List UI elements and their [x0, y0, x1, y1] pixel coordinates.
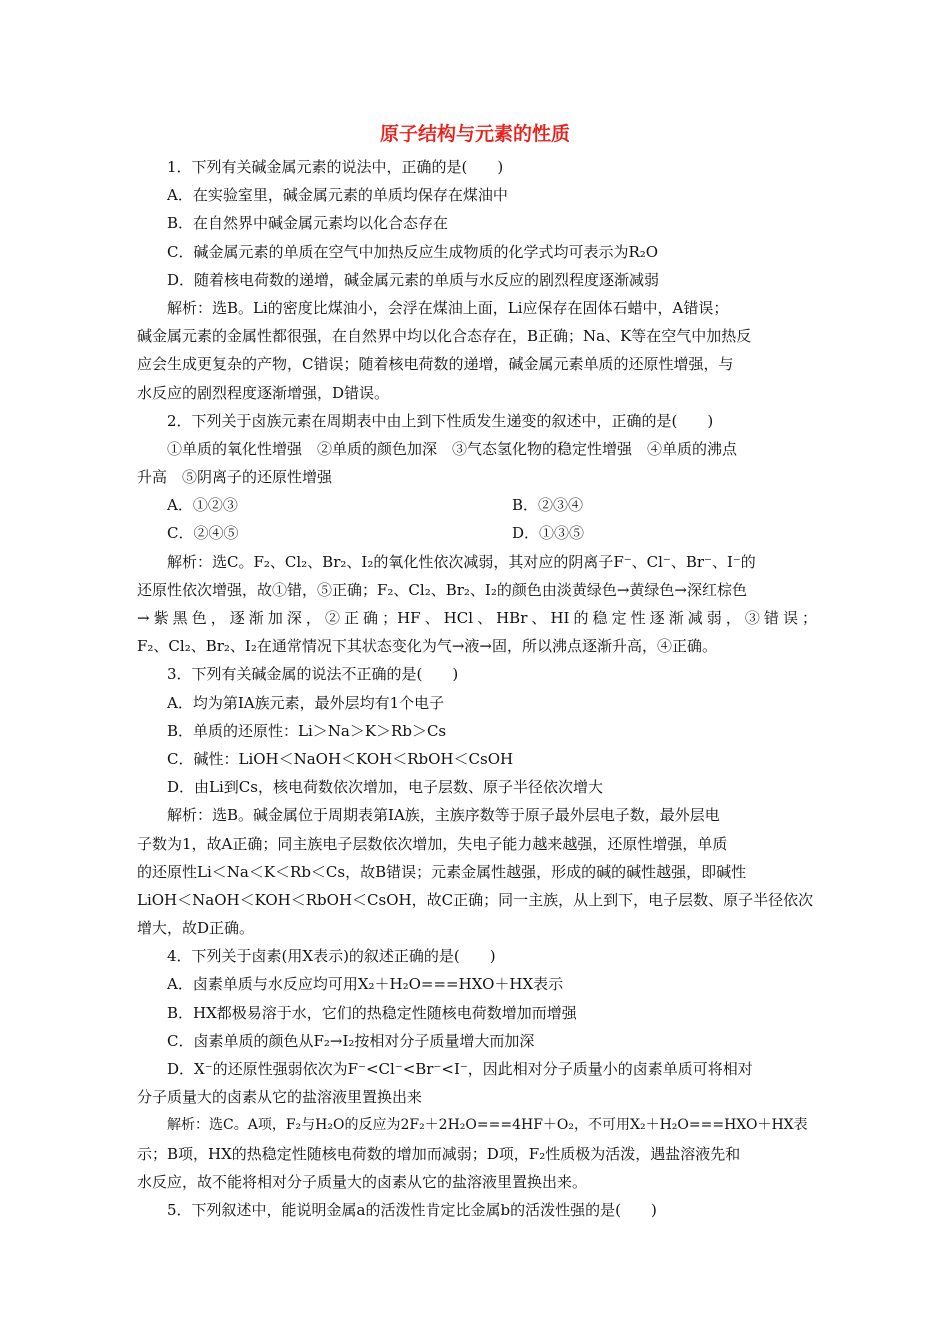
option-line: C．碱金属元素的单质在空气中加热反应生成物质的化学式均可表示为R₂O — [167, 242, 659, 261]
option-c: C．②④⑤ — [167, 524, 239, 543]
analysis-line: 解析：选C。A项，F₂与H₂O的反应为2F₂＋2H₂O===4HF＋O₂，不可用X₂＋H₂O===HXO＋HX表 — [167, 1117, 808, 1134]
option-line: D．由Li到Cs，核电荷数依次增加，电子层数、原子半径依次增大 — [167, 778, 603, 797]
option-line: A．在实验室里，碱金属元素的单质均保存在煤油中 — [167, 186, 508, 205]
analysis-line: →紫黑色，逐渐加深，②正确；HF、HCl、HBr、HI的稳定性逐渐减弱，③错误； — [137, 609, 817, 627]
question-1: 1．下列有关碱金属元素的说法中，正确的是( ) — [167, 158, 504, 176]
option-line: B．HX都极易溶于水，它们的热稳定性随核电荷数增加而增强 — [167, 1003, 577, 1022]
question-3: 3．下列有关碱金属的说法不正确的是( ) — [167, 665, 459, 684]
option-line: D．X⁻的还原性强弱依次为F⁻<Cl⁻<Br⁻<I⁻，因此相对分子质量小的卤素单质可将相对 — [167, 1060, 753, 1078]
question-2: 2．下列关于卤族元素在周期表中由上到下性质发生递变的叙述中，正确的是( ) — [167, 411, 714, 430]
page-title: 原子结构与元素的性质 — [379, 123, 570, 145]
option-d: D．①③⑤ — [512, 524, 585, 543]
analysis-line: 示；B项，HX的热稳定性随核电荷数的增加而减弱；D项，F₂性质极为活泼，遇盐溶液先和 — [137, 1144, 741, 1163]
option-line: C．碱性：LiOH＜NaOH＜KOH＜RbOH＜CsOH — [167, 749, 514, 768]
option-row — [137, 491, 817, 519]
option-line: C．卤素单质的颜色从F₂→I₂按相对分子质量增大而加深 — [167, 1031, 535, 1050]
analysis-line: 解析：选B。Li的密度比煤油小，会浮在煤油上面，Li应保存在固体石蜡中，A错误； — [167, 298, 729, 317]
document-body — [137, 153, 817, 1224]
option-line: B．在自然界中碱金属元素均以化合态存在 — [167, 214, 449, 233]
analysis-line: 的还原性Li＜Na＜K＜Rb＜Cs，故B错误；元素金属性越强，形成的碱的碱性越强，即碱性 — [137, 862, 747, 881]
analysis-line: F₂、Cl₂、Br₂、I₂在通常情况下其状态变化为气→液→固，所以沸点逐渐升高，④正确。 — [137, 637, 717, 656]
statement-line: 升高 ⑤阴离子的还原性增强 — [137, 468, 333, 487]
question-5: 5．下列叙述中，能说明金属a的活泼性肯定比金属b的活泼性强的是( ) — [167, 1200, 657, 1219]
option-a: A．①②③ — [167, 496, 238, 515]
question-4: 4．下列关于卤素(用X表示)的叙述正确的是( ) — [167, 947, 496, 966]
option-line: B．单质的还原性：Li＞Na＞K＞Rb＞Cs — [167, 721, 447, 740]
analysis-line: 增大，故D正确。 — [137, 919, 255, 938]
analysis-line: 水反应的剧烈程度逐渐增强，D错误。 — [137, 383, 390, 402]
analysis-line: 解析：选C。F₂、Cl₂、Br₂、I₂的氧化性依次减弱，其对应的阴离子F⁻、Cl⁻、Br⁻、I⁻的 — [167, 552, 756, 571]
analysis-line: 解析：选B。碱金属位于周期表第ⅠA族，主族序数等于原子最外层电子数，最外层电 — [167, 806, 720, 825]
analysis-line: 碱金属元素的金属性都很强，在自然界中均以化合态存在，B正确；Na、K等在空气中加热反 — [137, 327, 752, 346]
option-b: B．②③④ — [512, 496, 584, 515]
option-line: A．均为第ⅠA族元素，最外层均有1个电子 — [167, 693, 445, 712]
analysis-line: 子数为1，故A正确；同主族电子层数依次增加，失电子能力越来越强，还原性增强，单质 — [137, 834, 728, 853]
option-row — [137, 519, 817, 547]
analysis-line: 水反应，故不能将相对分子质量大的卤素从它的盐溶液里置换出来。 — [137, 1172, 588, 1191]
statement-line: ①单质的氧化性增强 ②单质的颜色加深 ③气态氢化物的稳定性增强 ④单质的沸点 — [167, 439, 738, 458]
option-line: D．随着核电荷数的递增，碱金属元素的单质与水反应的剧烈程度逐渐减弱 — [167, 270, 660, 289]
option-line: A．卤素单质与水反应均可用X₂＋H₂O===HXO＋HX表示 — [167, 975, 564, 994]
analysis-line: LiOH＜NaOH＜KOH＜RbOH＜CsOH，故C正确；同一主族，从上到下，电子层数、原子半径依次 — [137, 890, 814, 909]
analysis-line: 应会生成更复杂的产物，C错误；随着核电荷数的递增，碱金属元素单质的还原性增强，与 — [137, 355, 734, 374]
option-line: 分子质量大的卤素从它的盐溶液里置换出来 — [137, 1088, 423, 1107]
analysis-line: 还原性依次增强，故①错，⑤正确；F₂、Cl₂、Br₂、I₂的颜色由淡黄绿色→黄绿色→深红棕色 — [137, 580, 747, 599]
